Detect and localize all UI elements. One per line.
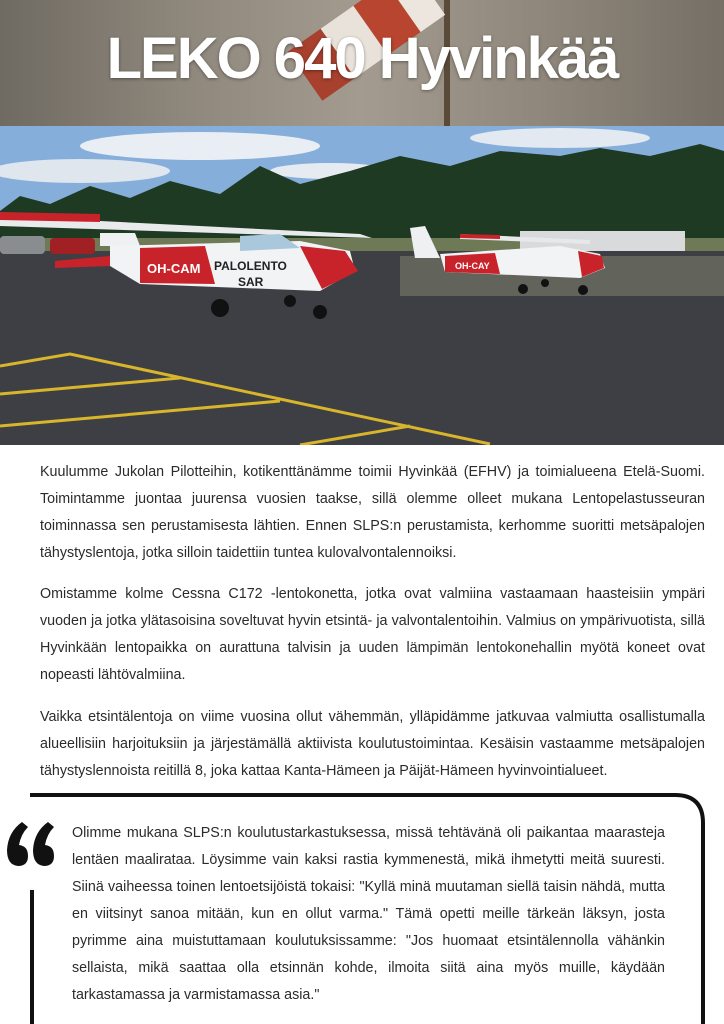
page-title: LEKO 640 Hyvinkää (106, 26, 618, 91)
quote-mark-icon (7, 822, 54, 866)
airfield-photo (0, 126, 724, 445)
header-banner (0, 0, 724, 126)
aircraft-registration: OH-CAM (147, 261, 201, 276)
testimonial-quote: Olimme mukana SLPS:n koulutustarkastuksessa, missä tehtävänä oli paikantaa maarasteja lentäen maalirataa. Löysimme vain kaksi rastia kymmenestä, mikä ihmetytti meitä suuresti. Siinä vaiheessa toinen lentoetsijöistä tokaisi: "Kyllä minä muutaman siellä taisin nähdä, mutta en viitsinyt sanoa mitään, kun en ollut varma." Tämä opetti meille tärkeän läksyn, josta pyrimme aina muistuttamaan koulutuksissamme: "Jos huomaat etsintälennolla vähänkin sellaista, mikä saattaa olla etsinnän kohde, ilmoita siitä aina myös muille, käydään tarkastamassa ja varmistamassa asia." (72, 825, 665, 1003)
intro-paragraph: Kuulumme Jukolan Pilotteihin, kotikenttänämme toimii Hyvinkää (EFHV) ja toimialueena Etelä-Suomi. Toimintamme juontaa juurensa vuosien taakse, sillä olemme olleet mukana Lentopelastusseuran toiminnassa sen perustamisesta lähtien. Ennen SLPS:n perustamista, kerhomme suoritti metsäpalojen tähystyslentoja, jotka silloin taidettiin tuntea kulovalvontalennoiksi. (40, 464, 705, 561)
aircraft-fuselage-text: PALOLENTO (214, 259, 287, 273)
aircraft-paragraph: Omistamme kolme Cessna C172 -lentokonetta, jotka ovat valmiina vastaamaan haasteisiin ympäri vuoden ja jotka ylätasoisina soveltuvat hyvin etsintä- ja valvontalentoihin. Valmius on ympärivuotista, sillä Hyvinkään lentopaikka on aurattuna talvisin ja uuden lämpimän lentokonehallin myötä koneet ovat nopeasti lähtövalmiina. (40, 586, 705, 683)
activity-paragraph: Vaikka etsintälentoja on viime vuosina ollut vähemmän, ylläpidämme jatkuvaa valmiutta osallistumalla alueellisiin harjoituksiin ja järjestämällä aktiivista koulutustoimintaa. Kesäisin vastaamme metsäpalojen tähystyslennoista reitillä 8, joka kattaa Kanta-Hämeen ja Päijät-Hämeen hyvinvointialueet. (40, 709, 705, 779)
aircraft-fuselage-text-2: SAR (238, 275, 264, 289)
aircraft-registration: OH-CAY (455, 261, 490, 271)
